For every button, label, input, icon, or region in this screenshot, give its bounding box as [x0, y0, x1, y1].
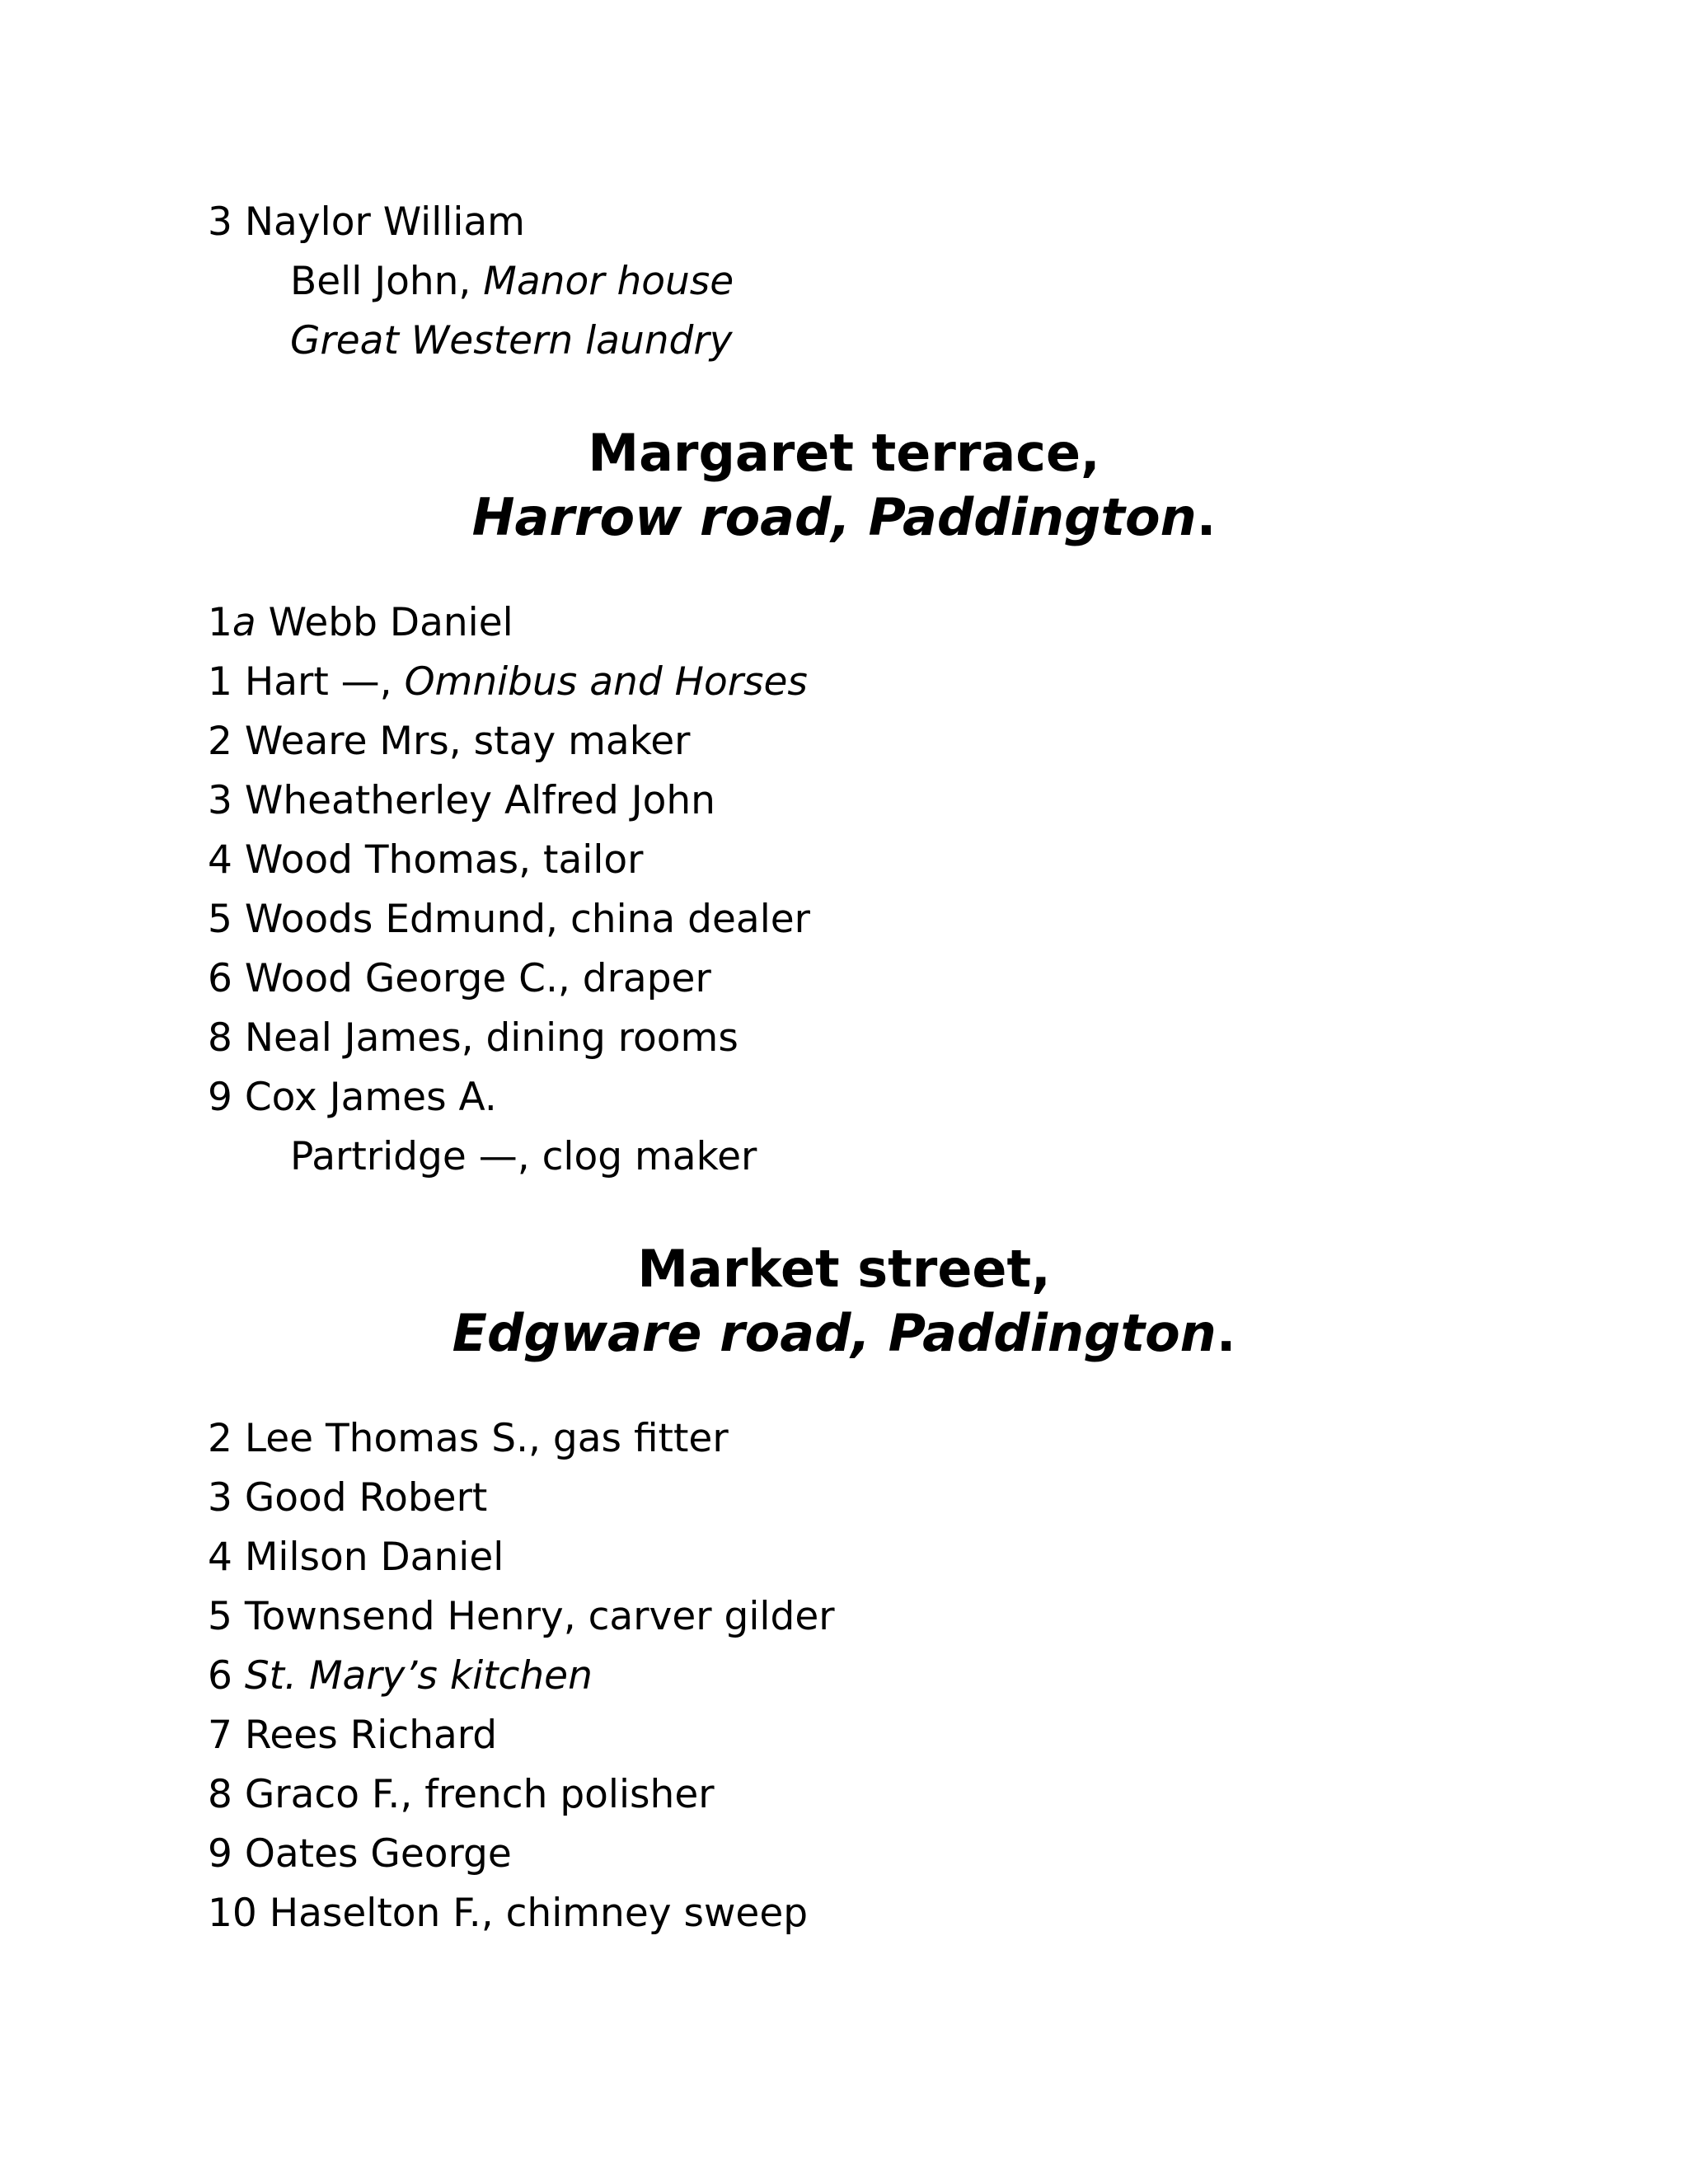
directory-entry: [208, 836, 643, 885]
directory-entry: [208, 658, 808, 707]
resident-name: Naylor William: [244, 199, 525, 245]
heading-period: .: [1196, 487, 1217, 547]
house-number: 3: [208, 778, 232, 823]
directory-sub-entry: [290, 1132, 757, 1182]
directory-entry: [208, 1652, 593, 1701]
house-number: 9: [208, 1831, 232, 1877]
resident-name: Wood George C., draper: [232, 956, 711, 1001]
house-number: 5: [208, 1594, 232, 1639]
directory-entry: [208, 198, 525, 247]
directory-entry: [208, 1474, 487, 1523]
directory-entry: [208, 954, 711, 1004]
directory-entry: [208, 1711, 497, 1760]
resident-name: Oates George: [232, 1831, 512, 1877]
house-number: 8: [208, 1015, 232, 1061]
street-location: [0, 1301, 1688, 1366]
resident-name: Weare Mrs, stay maker: [232, 719, 691, 764]
house-number: 6: [208, 956, 232, 1001]
house-number: 1: [208, 659, 232, 705]
location-name: Edgware road, Paddington: [452, 1303, 1217, 1363]
house-number: 9: [208, 1075, 232, 1120]
resident-name: Wood Thomas, tailor: [232, 837, 644, 883]
heading-period: .: [1216, 1303, 1236, 1363]
resident-name: Cox James A.: [232, 1075, 497, 1120]
resident-name: Rees Richard: [232, 1713, 498, 1758]
resident-name: Webb Daniel: [256, 600, 513, 645]
directory-entry: [208, 1592, 835, 1642]
house-number: 8: [208, 1772, 232, 1817]
house-number: 4: [208, 1535, 232, 1580]
location-name: Harrow road, Paddington: [471, 487, 1197, 547]
resident-name: Wheatherley Alfred John: [232, 778, 715, 823]
directory-entry: [208, 1073, 497, 1122]
resident-name: Hart —,: [232, 659, 405, 705]
directory-entry: [208, 1830, 512, 1879]
house-number: 4: [208, 837, 232, 883]
street-name: Market street,: [637, 1239, 1051, 1299]
directory-entry: [208, 1533, 504, 1582]
premises-name: Manor house: [483, 259, 734, 304]
resident-name: Partridge —, clog maker: [290, 1134, 757, 1179]
house-number: 6: [208, 1653, 232, 1699]
premises-name: Omnibus and Horses: [404, 659, 808, 705]
resident-name: Bell John,: [290, 259, 484, 304]
directory-entry: [208, 776, 715, 826]
directory-entry: [208, 1414, 729, 1464]
resident-name: Good Robert: [232, 1475, 488, 1521]
resident-name: Haselton F., chimney sweep: [256, 1891, 809, 1936]
house-number: 2: [208, 719, 232, 764]
directory-sub-entry: [290, 257, 734, 307]
resident-name: Graco F., french polisher: [232, 1772, 715, 1817]
directory-entry: [208, 1014, 738, 1063]
house-number-suffix: a: [232, 600, 256, 645]
street-location: [0, 485, 1688, 551]
house-number: 3: [208, 199, 232, 245]
directory-entry: [208, 895, 810, 944]
directory-entry: [208, 598, 513, 648]
directory-entry: [208, 1770, 715, 1820]
directory-entry: [208, 1889, 808, 1938]
house-number: 3: [208, 1475, 232, 1521]
resident-name: Neal James, dining rooms: [232, 1015, 738, 1061]
premises-name: Great Western laundry: [290, 318, 733, 363]
house-number: 5: [208, 897, 232, 942]
street-heading: [0, 1236, 1688, 1302]
directory-entry: [208, 717, 691, 766]
street-heading: [0, 420, 1688, 486]
street-name: Margaret terrace,: [588, 423, 1100, 483]
house-number: 7: [208, 1713, 232, 1758]
resident-name: Townsend Henry, carver gilder: [232, 1594, 835, 1639]
directory-sub-entry: [290, 316, 733, 366]
house-number: 1: [208, 600, 232, 645]
resident-name: Milson Daniel: [232, 1535, 504, 1580]
premises-name: St. Mary’s kitchen: [232, 1653, 593, 1699]
house-number: 10: [208, 1891, 257, 1936]
resident-name: Woods Edmund, china dealer: [232, 897, 811, 942]
house-number: 2: [208, 1416, 232, 1461]
resident-name: Lee Thomas S., gas fitter: [232, 1416, 729, 1461]
